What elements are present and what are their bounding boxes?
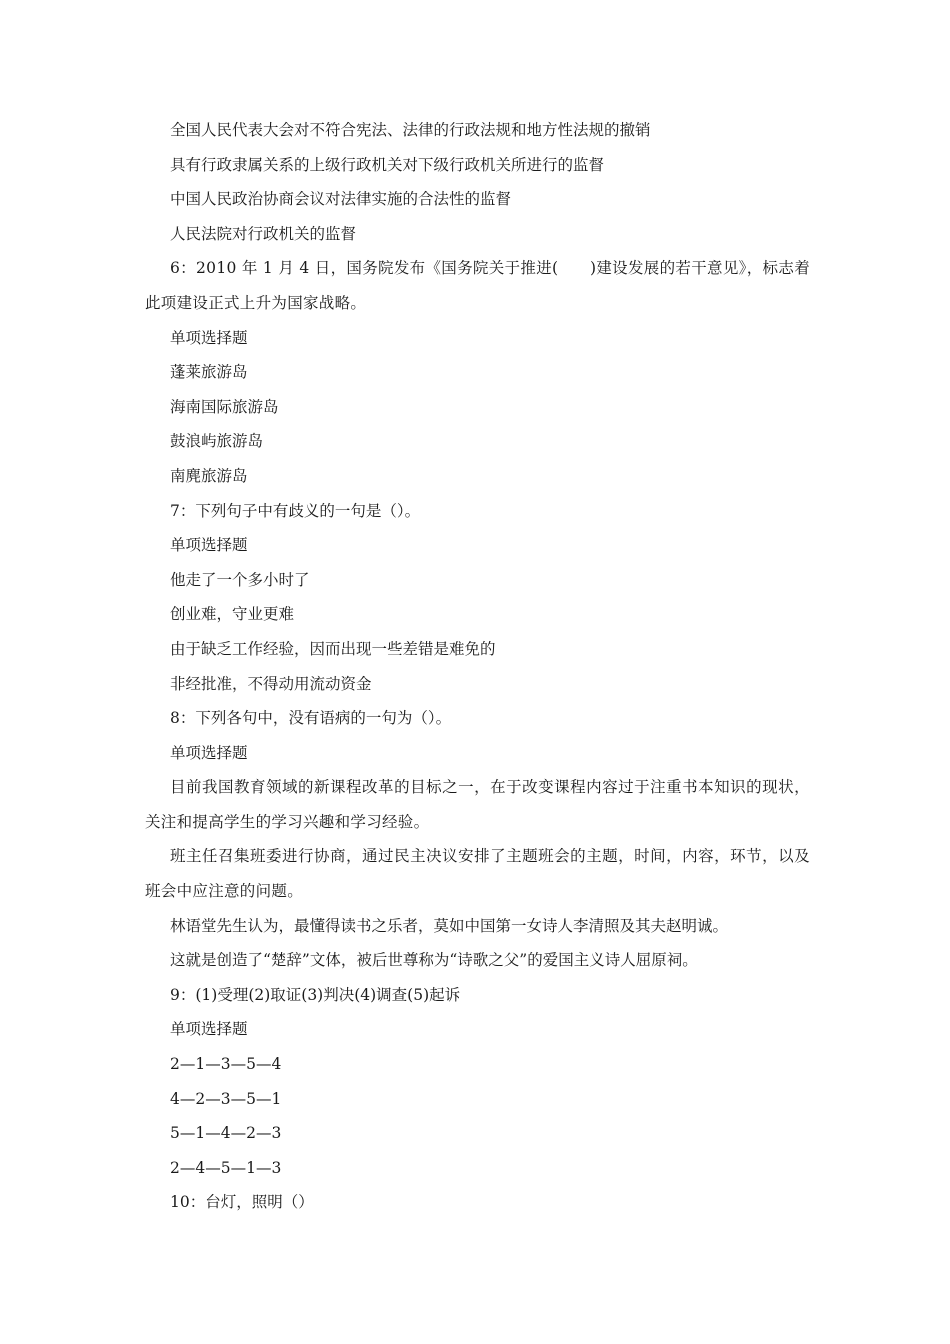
q6-option-2: 海南国际旅游岛 <box>170 397 279 416</box>
q6-option-3: 鼓浪屿旅游岛 <box>170 432 264 451</box>
document-body <box>145 113 810 1220</box>
q8-option-3: 林语堂先生认为，最懂得读书之乐者，莫如中国第一女诗人李清照及其夫赵明诚。 <box>170 916 729 935</box>
q8-stem: 8：下列各句中，没有语病的一句为（）。 <box>170 709 452 728</box>
q10-stem: 10：台灯，照明（） <box>170 1193 314 1212</box>
prev-option-2: 具有行政隶属关系的上级行政机关对下级行政机关所进行的监督 <box>170 155 605 174</box>
prev-option-3: 中国人民政治协商会议对法律实施的合法性的监督 <box>170 190 512 209</box>
q8-option-2: 班主任召集班委进行协商，通过民主决议安排了主题班会的主题，时间，内容，环节，以及班会中应注意的问题。 <box>145 847 810 901</box>
q9-option-4: 2—4—5—1—3 <box>170 1158 282 1177</box>
prev-option-1: 全国人民代表大会对不符合宪法、法律的行政法规和地方性法规的撤销 <box>170 121 651 139</box>
q6-type: 单项选择题 <box>170 328 248 347</box>
q9-type: 单项选择题 <box>170 1020 248 1039</box>
q7-type: 单项选择题 <box>170 536 248 555</box>
q8-option-4: 这就是创造了“楚辞”文体，被后世尊称为“诗歌之父”的爱国主义诗人屈原祠。 <box>170 951 698 970</box>
q7-stem: 7：下列句子中有歧义的一句是（）。 <box>170 501 421 520</box>
q6-option-4: 南麂旅游岛 <box>170 466 248 485</box>
q7-option-4: 非经批准，不得动用流动资金 <box>170 674 372 693</box>
q7-option-3: 由于缺乏工作经验，因而出现一些差错是难免的 <box>170 639 496 658</box>
q8-type: 单项选择题 <box>170 743 248 762</box>
prev-option-4: 人民法院对行政机关的监督 <box>170 224 357 243</box>
q8-option-1: 目前我国教育领域的新课程改革的目标之一，在于改变课程内容过于注重书本知识的现状，关注和提高学生的学习兴趣和学习经验。 <box>145 778 810 831</box>
q6-stem: 6：2010 年 1 月 4 日，国务院发布《国务院关于推进( )建设发展的若干意见》，标志着此项建设正式上升为国家战略。 <box>145 259 810 312</box>
q9-option-3: 5—1—4—2—3 <box>170 1124 282 1143</box>
q9-option-1: 2—1—3—5—4 <box>170 1055 282 1074</box>
q9-option-2: 4—2—3—5—1 <box>170 1089 282 1108</box>
q6-option-1: 蓬莱旅游岛 <box>170 363 248 382</box>
q7-option-1: 他走了一个多小时了 <box>170 570 310 589</box>
q9-stem: 9：(1)受理(2)取证(3)判决(4)调查(5)起诉 <box>170 985 461 1004</box>
q7-option-2: 创业难，守业更难 <box>170 605 295 624</box>
